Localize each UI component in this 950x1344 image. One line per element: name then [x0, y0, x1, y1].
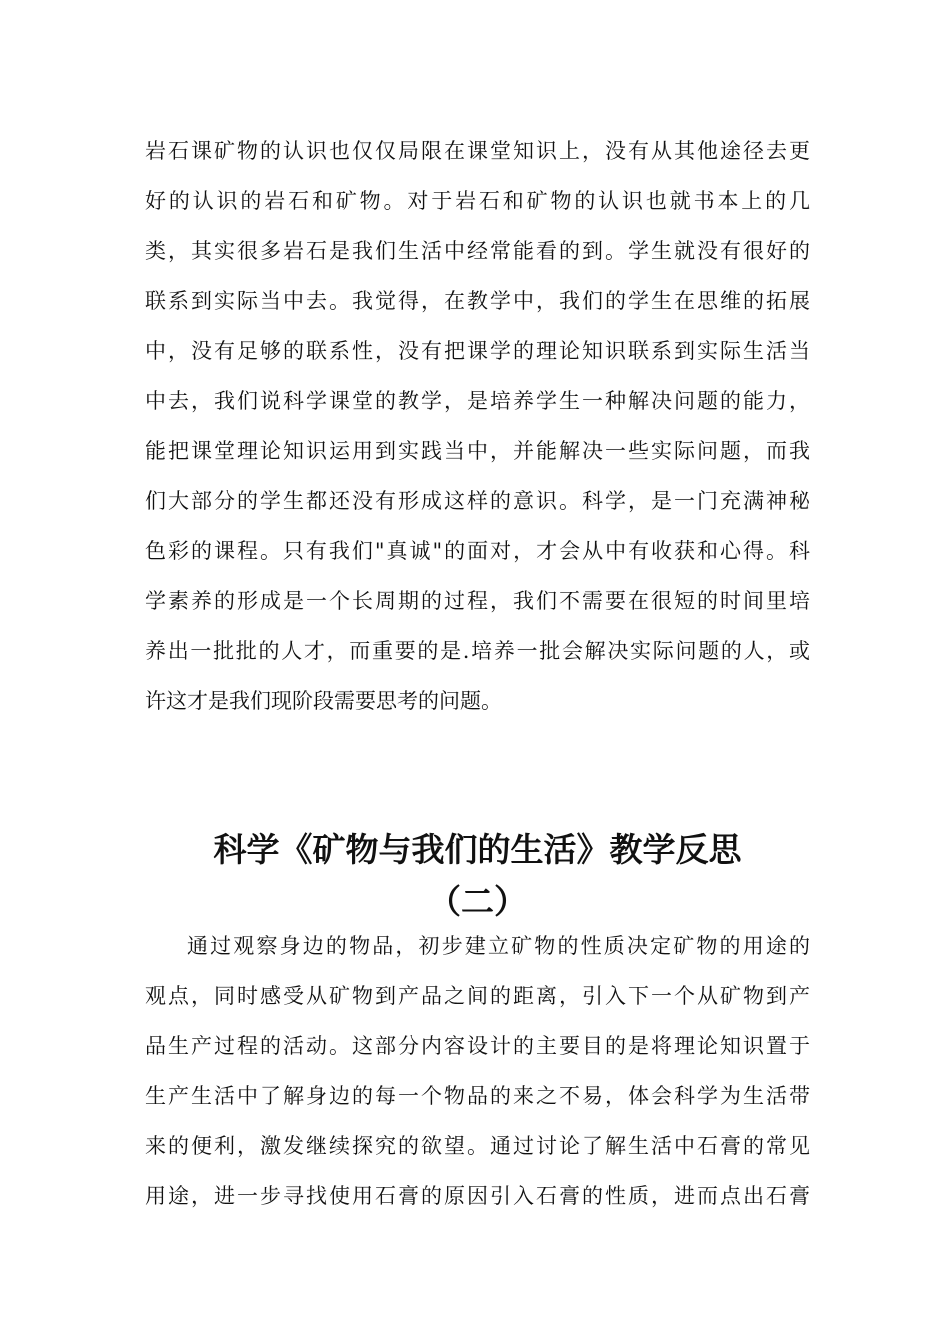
text-line: 许这才是我们现阶段需要思考的问题。	[145, 689, 502, 713]
text-line: 观点，同时感受从矿物到产品之间的距离，引入下一个从矿物到产	[145, 984, 810, 1008]
text-line: 通过观察身边的物品，初步建立矿物的性质决定矿物的用途的	[187, 934, 810, 958]
text-line: 好的认识的岩石和矿物。对于岩石和矿物的认识也就书本上的几	[145, 189, 810, 213]
paragraph-mineral-reflection	[145, 133, 810, 733]
text-line: 来的便利，激发继续探究的欲望。通过讨论了解生活中石膏的常见	[145, 1134, 810, 1158]
paragraph-reflection-two	[145, 928, 810, 1228]
text-line: 能把课堂理论知识运用到实践当中，并能解决一些实际问题，而我	[145, 439, 810, 463]
text-line: 品生产过程的活动。这部分内容设计的主要目的是将理论知识置于	[145, 1034, 810, 1058]
text-line: 联系到实际当中去。我觉得，在教学中，我们的学生在思维的拓展	[145, 289, 810, 313]
section-subtitle: （二）	[428, 882, 527, 921]
section-title: 科学《矿物与我们的生活》教学反思	[213, 830, 742, 869]
text-line: 生产生活中了解身边的每一个物品的来之不易，体会科学为生活带	[145, 1084, 810, 1108]
text-line: 用途，进一步寻找使用石膏的原因引入石膏的性质，进而点出石膏	[145, 1184, 810, 1208]
text-line: 色彩的课程。只有我们"真诚"的面对，才会从中有收获和心得。科	[145, 539, 810, 563]
text-line: 岩石课矿物的认识也仅仅局限在课堂知识上，没有从其他途径去更	[145, 139, 810, 163]
text-line: 中，没有足够的联系性，没有把课学的理论知识联系到实际生活当	[145, 339, 810, 363]
text-line: 类，其实很多岩石是我们生活中经常能看的到。学生就没有很好的	[145, 239, 810, 263]
text-line: 中去，我们说科学课堂的教学，是培养学生一种解决问题的能力，	[145, 389, 810, 413]
text-line: 养出一批批的人才，而重要的是.培养一批会解决实际问题的人，或	[145, 639, 810, 663]
text-line: 们大部分的学生都还没有形成这样的意识。科学，是一门充满神秘	[145, 489, 810, 513]
text-line: 学素养的形成是一个长周期的过程，我们不需要在很短的时间里培	[145, 589, 810, 613]
